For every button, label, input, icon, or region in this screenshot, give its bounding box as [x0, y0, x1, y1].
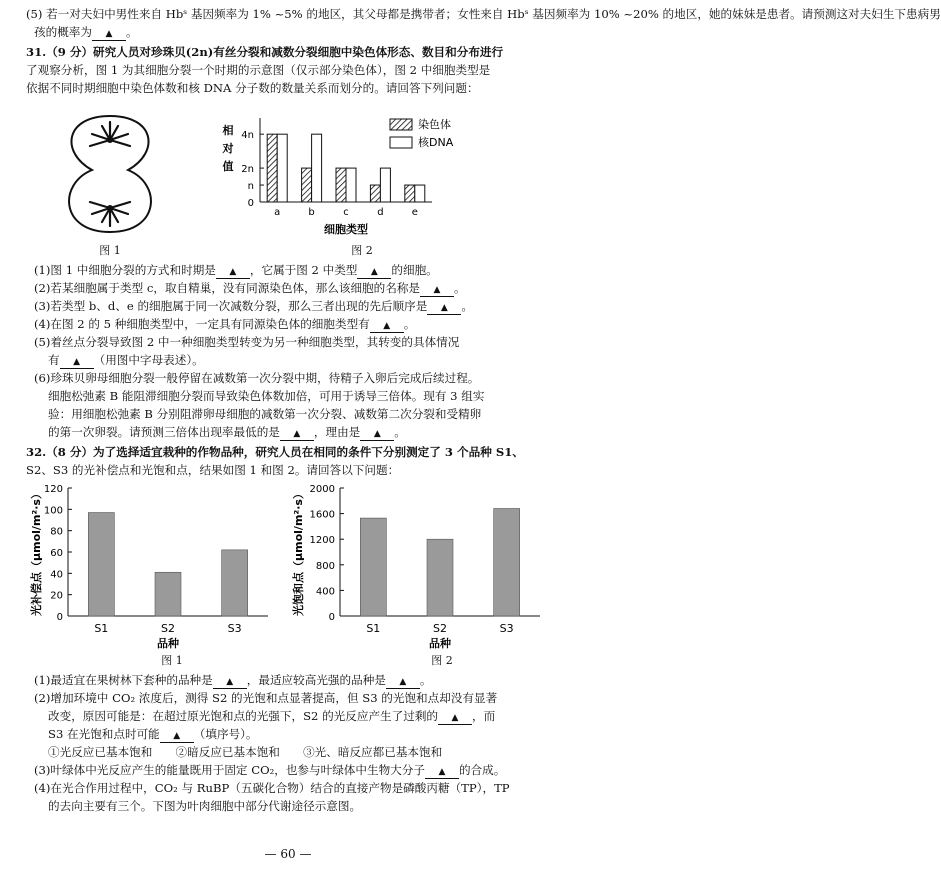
- text-line: (4)在图 2 的 5 种细胞类型中，一定具有同源染色体的细胞类型有 ▲ 。: [34, 317, 416, 331]
- legend-swatch: [390, 137, 412, 148]
- answer-blank[interactable]: ▲: [92, 28, 126, 41]
- answer-blank[interactable]: ▲: [438, 712, 472, 725]
- text-line: S2、S3 的光补偿点和光饱和点，结果如图 1 和图 2。请回答以下问题：: [26, 463, 400, 477]
- y-axis-label: 光饱和点（μmol/m²·s）: [292, 488, 305, 616]
- text-line: 依据不同时期细胞中染色体数和核 DNA 分子数的数量关系而划分的。请回答下列问题：: [26, 81, 479, 95]
- figure-caption: 图 1: [99, 244, 121, 257]
- y-axis-label: 光补偿点（μmol/m²·s）: [30, 488, 43, 616]
- figure-caption: 图 1: [161, 654, 183, 667]
- bar-核DNA: [277, 134, 287, 202]
- x-tick-label: b: [308, 207, 315, 218]
- text-line: 了观察分析，图 1 为其细胞分裂一个时期的示意图（仅示部分染色体），图 2 中细胞类型是: [26, 63, 491, 77]
- legend-swatch: [390, 119, 412, 130]
- option-line: ①光反应已基本饱和 ②暗反应已基本饱和 ③光、暗反应都已基本饱和: [48, 745, 443, 759]
- compensation-point-chart: [28, 476, 284, 648]
- y-tick-label: 0: [328, 612, 335, 623]
- y-tick-label: 1200: [309, 535, 335, 547]
- y-tick-label: 4n: [241, 130, 254, 142]
- bar-核DNA: [346, 168, 356, 202]
- text-line: 有 ▲ （用图中字母表述）。: [48, 353, 204, 367]
- text-line: 验：用细胞松弛素 B 分别阻滞卵母细胞的减数第一次分裂、减数第二次分裂和受精卵: [48, 407, 482, 421]
- answer-blank[interactable]: ▲: [160, 730, 194, 743]
- answer-blank[interactable]: ▲: [213, 676, 247, 689]
- y-tick-label: 120: [43, 484, 63, 495]
- y-tick-label: n: [247, 181, 254, 193]
- figure-caption: 图 2: [351, 244, 373, 257]
- bar: [494, 508, 520, 616]
- text-line: 的去向主要有三个。下图为叶肉细胞中部分代谢途径示意图。: [48, 799, 362, 813]
- bar: [88, 513, 114, 616]
- answer-blank[interactable]: ▲: [386, 676, 420, 689]
- bar-染色体: [267, 134, 277, 202]
- text-line: (2)增加环境中 CO₂ 浓度后，测得 S2 的光饱和点显著提高，但 S3 的光饱和点却没有显著: [34, 691, 498, 705]
- y-axis-label-char: 值: [222, 160, 234, 173]
- x-tick-label: e: [411, 207, 418, 218]
- answer-blank[interactable]: ▲: [420, 284, 454, 297]
- x-tick-label: S1: [94, 622, 109, 635]
- answer-blank[interactable]: ▲: [216, 266, 250, 279]
- y-tick-label: 20: [50, 590, 63, 602]
- x-axis-label: 细胞类型: [324, 223, 368, 236]
- y-axis-label-char: 相: [222, 124, 234, 137]
- page-number: — 60 —: [264, 847, 312, 861]
- x-tick-label: S1: [366, 622, 381, 635]
- bar: [155, 572, 181, 616]
- text-line: (5)着丝点分裂导致图 2 中一种细胞类型转变为另一种细胞类型，其转变的具体情况: [34, 335, 460, 349]
- text-line: (2)若某细胞属于类型 c，取自精巢，没有同源染色体，那么该细胞的名称是 ▲ 。: [34, 281, 466, 295]
- figure-caption: 图 2: [431, 654, 453, 667]
- legend-label: 核DNA: [418, 136, 454, 149]
- y-tick-label: 800: [315, 560, 335, 572]
- cell-type-bar-chart: [212, 110, 502, 240]
- x-axis-label: 品种: [157, 637, 179, 650]
- x-tick-label: S3: [499, 622, 514, 635]
- x-tick-label: S3: [227, 622, 242, 635]
- x-axis-label: 品种: [429, 637, 451, 650]
- bar-染色体: [302, 168, 312, 202]
- bar: [360, 518, 386, 616]
- answer-blank[interactable]: ▲: [425, 766, 459, 779]
- y-tick-label: 2000: [309, 484, 335, 495]
- legend-label: 染色体: [418, 118, 451, 131]
- y-tick-label: 60: [50, 548, 63, 559]
- x-tick-label: S2: [433, 622, 447, 635]
- y-axis-label-char: 对: [222, 142, 234, 155]
- bar-染色体: [336, 168, 346, 202]
- bar-核DNA: [312, 134, 322, 202]
- bar-核DNA: [415, 185, 425, 202]
- x-tick-label: S2: [161, 622, 175, 635]
- question-31-title: 31.（9 分）研究人员对珍珠贝(2n)有丝分裂和减数分裂细胞中染色体形态、数目和分布进行: [26, 45, 504, 59]
- answer-blank[interactable]: ▲: [60, 356, 94, 369]
- y-tick-label: 80: [50, 526, 63, 538]
- bar: [222, 550, 248, 616]
- y-tick-label: 40: [50, 569, 63, 581]
- y-tick-label: 1600: [309, 509, 335, 521]
- y-tick-label: 0: [56, 612, 63, 623]
- text-line: (4)在光合作用过程中，CO₂ 与 RuBP（五碳化合物）结合的直接产物是磷酸丙糖（TP），TP: [34, 781, 510, 795]
- answer-blank[interactable]: ▲: [427, 302, 461, 315]
- saturation-point-chart: [290, 476, 558, 648]
- bar-核DNA: [380, 168, 390, 202]
- text-line: 细胞松弛素 B 能阻滞细胞分裂而导致染色体数加倍，可用于诱导三倍体。现有 3 组实: [48, 389, 485, 403]
- x-tick-label: d: [377, 207, 384, 218]
- y-tick-label: 100: [43, 505, 63, 517]
- text-line: 的第一次卵裂。请预测三倍体出现率最低的是 ▲ ，理由是 ▲ 。: [48, 425, 406, 439]
- text-line: 孩的概率为 ▲ 。: [34, 25, 138, 39]
- bar: [427, 539, 453, 616]
- answer-blank[interactable]: ▲: [370, 320, 404, 333]
- y-tick-label: 0: [247, 198, 254, 209]
- text-line: (3)若类型 b、d、e 的细胞属于同一次减数分裂，那么三者出现的先后顺序是 ▲ 。: [34, 299, 473, 313]
- cell-division-figure: [50, 110, 170, 238]
- x-tick-label: a: [274, 207, 281, 218]
- text-line: 改变，原因可能是：在超过原光饱和点的光强下，S2 的光反应产生了过剩的 ▲ ，而: [48, 709, 496, 723]
- text-line: (5) 若一对夫妇中男性来自 Hbˢ 基因频率为 1% ~5% 的地区，其父母都是携带者；女性来自 Hbˢ 基因频率为 10% ~20% 的地区，她的妹妹是患者。请预测这对夫妇生下患病男: [26, 7, 941, 21]
- bar-染色体: [405, 185, 415, 202]
- text-line: (3)叶绿体中光反应产生的能量既用于固定 CO₂，也参与叶绿体中生物大分子 ▲ 的合成。: [34, 763, 506, 777]
- question-32-title: 32.（8 分）为了选择适宜栽种的作物品种，研究人员在相同的条件下分别测定了 3 个品种 S1、: [26, 445, 524, 459]
- y-tick-label: 400: [315, 586, 335, 598]
- x-tick-label: c: [343, 207, 349, 218]
- text-line: (1)图 1 中细胞分裂的方式和时期是 ▲ ，它属于图 2 中类型 ▲ 的细胞。: [34, 263, 438, 277]
- text-line: (1)最适宜在果树林下套种的品种是 ▲ ，最适应较高光强的品种是 ▲ 。: [34, 673, 432, 687]
- bar-染色体: [370, 185, 380, 202]
- answer-blank[interactable]: ▲: [280, 428, 314, 441]
- answer-blank[interactable]: ▲: [357, 266, 391, 279]
- text-line: (6)珍珠贝卵母细胞分裂一般停留在减数第一次分裂中期，待精子入卵后完成后续过程。: [34, 371, 480, 385]
- text-line: S3 在光饱和点时可能 ▲ （填序号）。: [48, 727, 258, 741]
- answer-blank[interactable]: ▲: [360, 428, 394, 441]
- y-tick-label: 2n: [241, 164, 254, 176]
